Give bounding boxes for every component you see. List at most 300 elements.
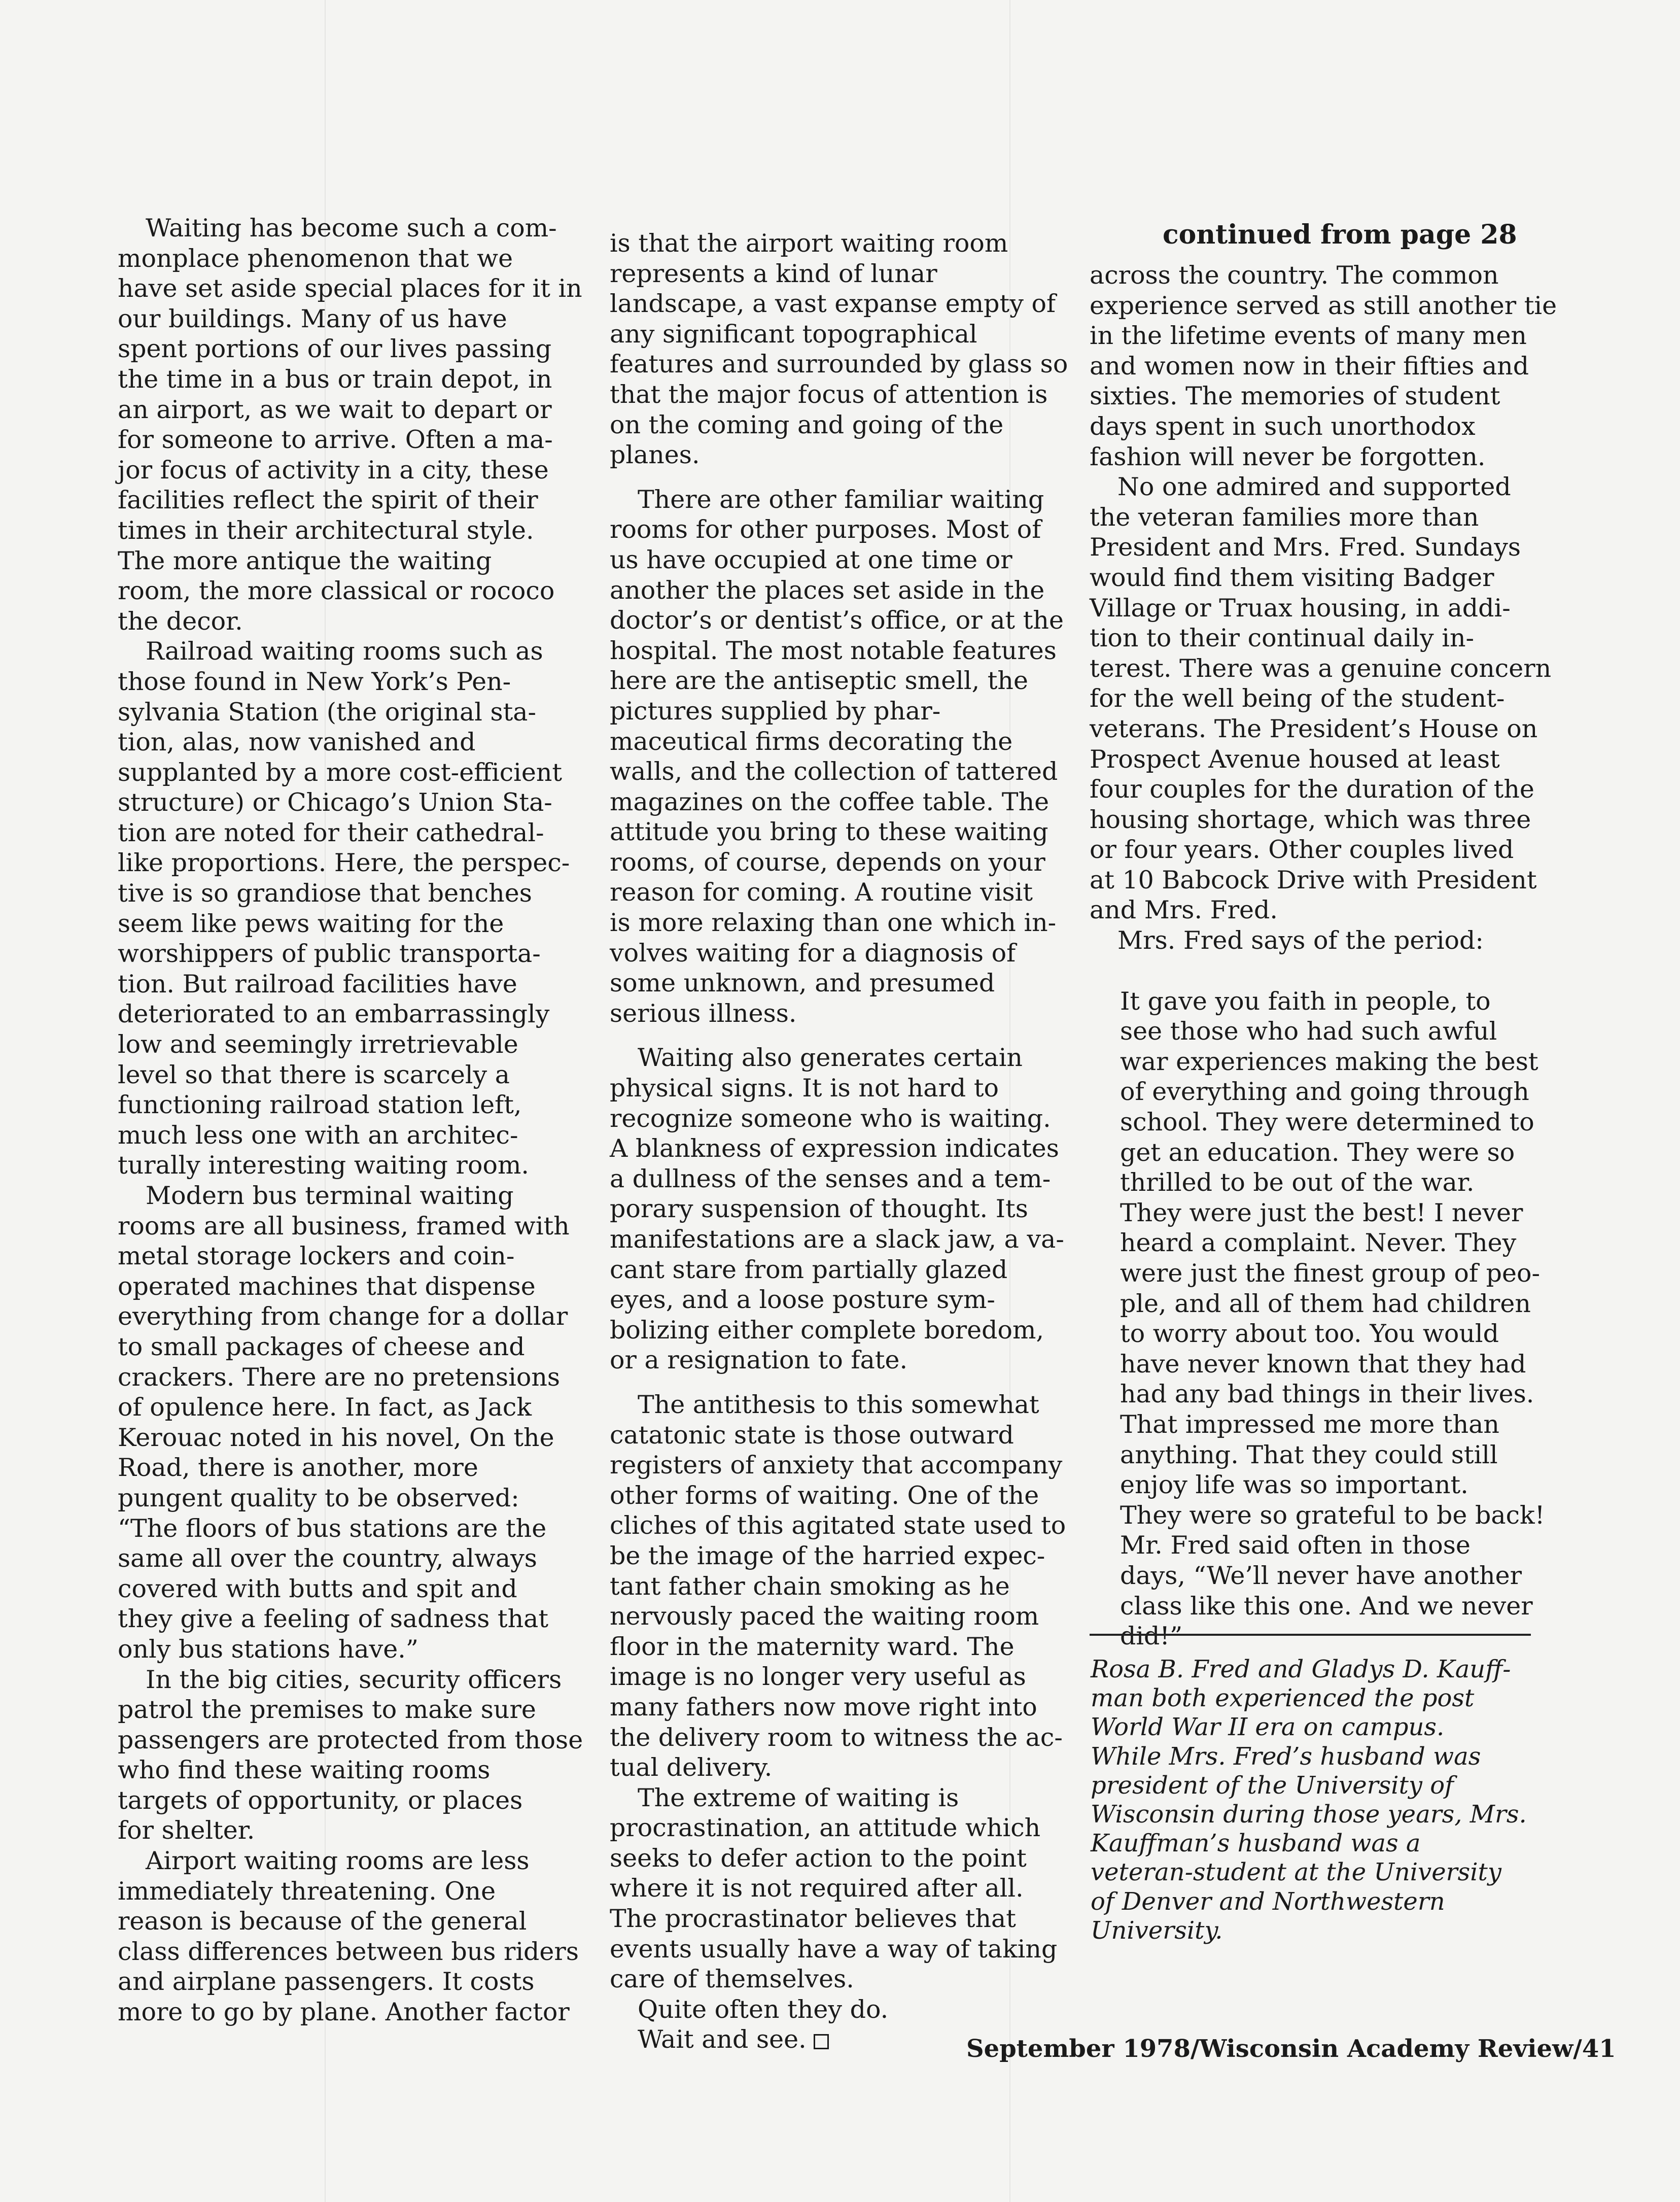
text-line bbox=[1090, 683, 1526, 714]
line-text: days spent in such unorthodox bbox=[1090, 411, 1476, 441]
text-line bbox=[610, 666, 1046, 696]
line-text: class like this one. And we never bbox=[1120, 1591, 1533, 1621]
line-text: supplanted by a more cost-efficient bbox=[118, 758, 563, 787]
text-line bbox=[1090, 442, 1526, 472]
quote-line bbox=[1090, 1561, 1526, 1591]
text-line bbox=[118, 485, 554, 515]
text-line bbox=[610, 575, 1046, 606]
text-line bbox=[118, 787, 554, 818]
text-line bbox=[610, 1723, 1063, 1753]
quote-line bbox=[1090, 1047, 1538, 1077]
text-line bbox=[610, 756, 1058, 787]
line-text: and women now in their fifties and bbox=[1090, 351, 1529, 381]
line-text: While Mrs. Fred’s husband was bbox=[1091, 1742, 1481, 1771]
line-text: they give a feeling of sadness that bbox=[118, 1604, 549, 1634]
text-line bbox=[118, 1997, 570, 2027]
text-line bbox=[118, 334, 554, 364]
line-text: seeks to defer action to the point bbox=[610, 1843, 1027, 1873]
text-line bbox=[118, 304, 554, 334]
line-text: man both experienced the post bbox=[1091, 1684, 1475, 1713]
line-text: Quite often they do. bbox=[638, 1994, 889, 2024]
line-text: pictures supplied by phar- bbox=[610, 696, 941, 726]
text-line bbox=[1090, 321, 1526, 351]
bio-line bbox=[1091, 1858, 1532, 1887]
line-text: sixties. The memories of student bbox=[1090, 382, 1500, 411]
text-line bbox=[118, 1271, 554, 1302]
quote-line bbox=[1090, 1228, 1526, 1258]
line-text: image is no longer very useful as bbox=[610, 1662, 1026, 1692]
text-line bbox=[118, 1543, 554, 1574]
line-text: Road, there is another, more bbox=[118, 1453, 478, 1483]
text-line bbox=[1090, 744, 1526, 775]
text-line bbox=[118, 1453, 554, 1483]
text-line bbox=[610, 1601, 1046, 1632]
text-line bbox=[610, 1224, 1064, 1255]
text-line bbox=[610, 1934, 1058, 1965]
text-line bbox=[610, 847, 1046, 878]
line-text: an airport, as we wait to depart or bbox=[118, 395, 552, 424]
quote-line bbox=[1090, 1016, 1526, 1047]
text-line bbox=[118, 1574, 554, 1604]
line-text: President and Mrs. Fred. Sundays bbox=[1090, 533, 1521, 562]
text-line bbox=[118, 1392, 554, 1423]
line-text: and Mrs. Fred. bbox=[1090, 896, 1278, 925]
bio-line bbox=[1091, 1713, 1532, 1742]
line-text: bolizing either complete boredom, bbox=[610, 1315, 1044, 1345]
text-line bbox=[118, 969, 554, 1000]
line-text: deteriorated to an embarrassingly bbox=[118, 1000, 550, 1029]
text-line bbox=[1090, 714, 1538, 744]
line-text: a dullness of the senses and a tem- bbox=[610, 1164, 1051, 1193]
text-line bbox=[1090, 653, 1552, 684]
line-text: of everything and going through bbox=[1120, 1077, 1529, 1107]
bio-line bbox=[1091, 1800, 1532, 1829]
line-text: times in their architectural style. bbox=[118, 515, 534, 545]
text-line bbox=[118, 1423, 554, 1453]
line-text: the decor. bbox=[118, 606, 243, 636]
line-text: Modern bus terminal waiting bbox=[146, 1181, 514, 1210]
text-line bbox=[118, 576, 554, 606]
quote-line bbox=[1090, 1258, 1540, 1289]
line-text: Kauffman’s husband was a bbox=[1091, 1829, 1421, 1858]
line-text: the delivery room to witness the ac- bbox=[610, 1723, 1063, 1752]
text-line bbox=[118, 758, 563, 788]
line-text: rooms for other purposes. Most of bbox=[610, 515, 1041, 544]
text-line bbox=[610, 1194, 1046, 1224]
line-text: targets of opportunity, or places bbox=[118, 1785, 523, 1815]
line-text: who find these waiting rooms bbox=[118, 1756, 491, 1785]
line-text: experience served as still another tie bbox=[1090, 291, 1557, 320]
quote-line bbox=[1090, 1409, 1526, 1440]
text-line bbox=[118, 999, 554, 1029]
line-text: level so that there is scarcely a bbox=[118, 1060, 510, 1089]
line-text: registers of anxiety that accompany bbox=[610, 1451, 1063, 1480]
line-text: the time in a bus or train depot, in bbox=[118, 364, 552, 394]
text-line bbox=[118, 1906, 554, 1937]
text-line bbox=[610, 1994, 1046, 2025]
text-line bbox=[610, 1541, 1046, 1571]
text-line bbox=[610, 1043, 1046, 1073]
text-line bbox=[118, 1967, 554, 1997]
line-text: patrol the premises to make sure bbox=[118, 1695, 536, 1725]
text-line bbox=[118, 909, 554, 939]
author-bio bbox=[1091, 1655, 1532, 1945]
text-line bbox=[610, 1164, 1051, 1194]
line-text: procrastination, an attitude which bbox=[610, 1813, 1041, 1843]
line-text: other forms of waiting. One of the bbox=[610, 1481, 1039, 1510]
text-line bbox=[118, 606, 554, 637]
bio-line bbox=[1091, 1829, 1532, 1858]
text-line bbox=[610, 908, 1057, 938]
line-text: sylvania Station (the original sta- bbox=[118, 697, 537, 727]
text-line bbox=[610, 1450, 1063, 1481]
line-text: Village or Truax housing, in addi- bbox=[1090, 593, 1511, 623]
text-line bbox=[610, 999, 1046, 1029]
line-text: It gave you faith in people, to bbox=[1120, 986, 1491, 1016]
line-text: Wait and see. bbox=[638, 2025, 807, 2054]
text-line bbox=[118, 1634, 554, 1665]
text-line bbox=[610, 1843, 1046, 1874]
line-text: physical signs. It is not hard to bbox=[610, 1074, 999, 1103]
line-text: for the well being of the student- bbox=[1090, 684, 1505, 713]
line-text: metal storage lockers and coin- bbox=[118, 1242, 515, 1271]
text-line bbox=[610, 259, 1046, 289]
line-text: tion to their continual daily in- bbox=[1090, 624, 1475, 653]
line-text: nervously paced the waiting room bbox=[610, 1602, 1039, 1631]
line-text: They were so grateful to be back! bbox=[1120, 1500, 1545, 1530]
line-text: operated machines that dispense bbox=[118, 1271, 536, 1301]
text-line bbox=[610, 605, 1064, 636]
line-text: heard a complaint. Never. They bbox=[1120, 1228, 1517, 1258]
text-line bbox=[610, 727, 1046, 757]
line-text: The antithesis to this somewhat bbox=[638, 1390, 1039, 1419]
text-line bbox=[1090, 351, 1529, 382]
text-line bbox=[610, 877, 1046, 908]
line-text: is that the airport waiting room bbox=[610, 229, 1008, 258]
line-text: in the lifetime events of many men bbox=[1090, 321, 1527, 351]
quote-line bbox=[1090, 1107, 1534, 1138]
line-text: reason is because of the general bbox=[118, 1907, 527, 1936]
text-line bbox=[118, 1815, 554, 1846]
text-line bbox=[610, 485, 1046, 515]
text-line bbox=[1090, 563, 1526, 593]
line-text: would find them visiting Badger bbox=[1090, 563, 1494, 592]
line-text: Rosa B. Fred and Gladys D. Kauff- bbox=[1091, 1655, 1511, 1683]
text-line bbox=[1090, 623, 1526, 653]
text-line bbox=[118, 1120, 554, 1151]
text-line bbox=[118, 1029, 554, 1060]
line-text: In the big cities, security officers bbox=[146, 1665, 562, 1694]
quote-line bbox=[1090, 1319, 1526, 1349]
text-line bbox=[610, 938, 1046, 969]
line-text: be the image of the harried expec- bbox=[610, 1541, 1045, 1570]
page-footer: September 1978/Wisconsin Academy Review/41 bbox=[966, 2035, 1616, 2063]
line-text: recognize someone who is waiting. bbox=[610, 1104, 1051, 1133]
line-text: The procrastinator believes that bbox=[610, 1904, 1016, 1934]
text-line bbox=[1090, 835, 1526, 865]
text-line bbox=[610, 514, 1046, 545]
text-line bbox=[118, 1604, 554, 1634]
line-text: or four years. Other couples lived bbox=[1090, 835, 1514, 865]
line-text: volves waiting for a diagnosis of bbox=[610, 938, 1016, 968]
line-text: anything. That they could still bbox=[1120, 1440, 1498, 1469]
text-line bbox=[118, 667, 554, 697]
text-line bbox=[610, 380, 1046, 410]
text-line bbox=[1090, 291, 1557, 321]
line-text: for someone to arrive. Often a ma- bbox=[118, 425, 553, 455]
line-text: University. bbox=[1091, 1916, 1223, 1945]
text-line bbox=[118, 455, 554, 486]
line-text: A blankness of expression indicates bbox=[610, 1134, 1059, 1163]
line-text: landscape, a vast expanse empty of bbox=[610, 289, 1056, 319]
line-text: those found in New York’s Pen- bbox=[118, 667, 511, 696]
line-text: maceutical firms decorating the bbox=[610, 727, 1013, 756]
line-text: to small packages of cheese and bbox=[118, 1332, 525, 1361]
text-line bbox=[118, 878, 554, 909]
text-line bbox=[118, 1725, 583, 1756]
text-line bbox=[1090, 260, 1526, 291]
text-line bbox=[118, 515, 554, 546]
text-line bbox=[610, 410, 1046, 440]
line-text: veteran-student at the University bbox=[1091, 1858, 1501, 1887]
line-text: low and seemingly irretrievable bbox=[118, 1030, 518, 1059]
text-line bbox=[118, 1483, 554, 1513]
line-text: same all over the country, always bbox=[118, 1544, 537, 1573]
line-text: everything from change for a dollar bbox=[118, 1302, 568, 1331]
line-text: magazines on the coffee table. The bbox=[610, 787, 1049, 816]
quote-line bbox=[1090, 1289, 1531, 1319]
line-text: veterans. The President’s House on bbox=[1090, 714, 1538, 743]
line-text: porary suspension of thought. Its bbox=[610, 1194, 1028, 1224]
text-line bbox=[118, 395, 554, 425]
line-text: care of themselves. bbox=[610, 1965, 854, 1994]
line-text: The more antique the waiting bbox=[118, 546, 492, 575]
text-line bbox=[610, 1073, 1046, 1104]
line-text: The extreme of waiting is bbox=[638, 1783, 959, 1812]
text-line bbox=[118, 1695, 554, 1725]
line-text: Waiting has become such a com- bbox=[146, 214, 557, 243]
line-text: reason for coming. A routine visit bbox=[610, 878, 1033, 907]
text-line bbox=[610, 1813, 1046, 1843]
line-text: did!” bbox=[1120, 1622, 1183, 1651]
block-quote bbox=[1090, 986, 1545, 1652]
line-text: days, “We’ll never have another bbox=[1120, 1561, 1522, 1590]
line-text: jor focus of activity in a city, these bbox=[118, 455, 549, 485]
quote-line bbox=[1090, 1440, 1526, 1470]
text-line bbox=[610, 636, 1057, 666]
quote-line bbox=[1090, 1138, 1526, 1168]
line-text: ple, and all of them had children bbox=[1120, 1289, 1531, 1318]
line-text: That impressed me more than bbox=[1120, 1409, 1499, 1439]
line-text: cant stare from partially glazed bbox=[610, 1255, 1008, 1284]
text-line bbox=[118, 1937, 579, 1967]
line-text: for shelter. bbox=[118, 1816, 255, 1845]
line-text: thrilled to be out of the war. bbox=[1120, 1168, 1475, 1197]
line-text: fashion will never be forgotten. bbox=[1090, 442, 1486, 471]
quote-line bbox=[1090, 1500, 1545, 1531]
text-line bbox=[1090, 925, 1526, 956]
text-line bbox=[118, 727, 554, 758]
line-text: on the coming and going of the bbox=[610, 410, 1004, 439]
text-line bbox=[118, 1150, 554, 1181]
text-line bbox=[118, 1513, 554, 1544]
text-line bbox=[610, 1783, 1046, 1813]
text-line bbox=[118, 546, 554, 576]
line-text: rooms are all business, framed with bbox=[118, 1211, 570, 1241]
line-text: events usually have a way of taking bbox=[610, 1934, 1058, 1964]
line-text: Wisconsin during those years, Mrs. bbox=[1091, 1800, 1527, 1829]
quote-line bbox=[1090, 1198, 1526, 1228]
line-text: spent portions of our lives passing bbox=[118, 334, 552, 364]
line-text: worshippers of public transporta- bbox=[118, 939, 541, 969]
line-text: turally interesting waiting room. bbox=[118, 1151, 529, 1180]
text-line bbox=[1090, 532, 1526, 563]
line-text: Prospect Avenue housed at least bbox=[1090, 744, 1500, 774]
line-text: World War II era on campus. bbox=[1091, 1713, 1445, 1742]
line-text: crackers. There are no pretensions bbox=[118, 1362, 561, 1392]
quote-line bbox=[1090, 1379, 1534, 1409]
line-text: had any bad things in their lives. bbox=[1120, 1380, 1534, 1409]
text-line bbox=[610, 440, 1046, 470]
line-text: have set aside special places for it in bbox=[118, 274, 582, 303]
text-line bbox=[1090, 472, 1526, 502]
text-line bbox=[118, 425, 554, 455]
quote-line bbox=[1090, 1591, 1533, 1622]
line-text: cliches of this agitated state used to bbox=[610, 1511, 1066, 1540]
text-line bbox=[118, 1211, 570, 1242]
text-line bbox=[118, 697, 554, 728]
line-text: terest. There was a genuine concern bbox=[1090, 653, 1552, 683]
text-line bbox=[118, 1060, 554, 1090]
line-text: us have occupied at one time or bbox=[610, 545, 1012, 574]
text-line bbox=[1090, 593, 1526, 624]
quote-line bbox=[1090, 1470, 1526, 1500]
text-line bbox=[118, 1362, 561, 1393]
line-text: at 10 Babcock Drive with President bbox=[1090, 865, 1537, 894]
line-text: tant father chain smoking as he bbox=[610, 1571, 1010, 1601]
text-line bbox=[610, 1904, 1046, 1934]
text-line bbox=[610, 1632, 1046, 1662]
text-line bbox=[118, 1755, 554, 1785]
line-text: seem like pews waiting for the bbox=[118, 909, 504, 938]
line-text: another the places set aside in the bbox=[610, 575, 1045, 605]
paragraph-gap bbox=[610, 1028, 1046, 1043]
end-mark-icon bbox=[814, 2034, 829, 2049]
text-line bbox=[118, 939, 554, 969]
line-text: where it is not required after all. bbox=[610, 1874, 1024, 1903]
bio-line bbox=[1091, 1887, 1532, 1916]
bio-divider bbox=[1090, 1634, 1531, 1636]
line-text: see those who had such awful bbox=[1120, 1017, 1497, 1046]
line-text: our buildings. Many of us have bbox=[118, 304, 507, 333]
line-text: some unknown, and presumed bbox=[610, 969, 995, 998]
quote-spacer bbox=[1090, 956, 1526, 986]
line-text: much less one with an architec- bbox=[118, 1120, 518, 1150]
text-line bbox=[610, 228, 1046, 259]
bio-line bbox=[1091, 1655, 1532, 1684]
quote-line bbox=[1090, 1621, 1526, 1652]
text-line bbox=[610, 319, 1046, 350]
paragraph-gap bbox=[610, 470, 1046, 485]
line-text: attitude you bring to these waiting bbox=[610, 817, 1048, 847]
text-line bbox=[118, 818, 554, 848]
line-text: more to go by plane. Another factor bbox=[118, 1998, 570, 2027]
line-text: any significant topographical bbox=[610, 319, 977, 349]
line-text: school. They were determined to bbox=[1120, 1108, 1534, 1137]
line-text: room, the more classical or rococo bbox=[118, 576, 555, 606]
text-line bbox=[610, 1662, 1046, 1692]
text-line bbox=[610, 1104, 1051, 1134]
text-line bbox=[1090, 411, 1526, 442]
text-line bbox=[1090, 502, 1526, 533]
text-line bbox=[610, 1255, 1046, 1285]
quote-line bbox=[1090, 986, 1526, 1017]
line-text: have never known that they had bbox=[1120, 1349, 1526, 1379]
line-text: structure) or Chicago’s Union Sta- bbox=[118, 788, 552, 817]
line-text: war experiences making the best bbox=[1120, 1047, 1538, 1076]
text-line bbox=[118, 1332, 554, 1362]
text-line bbox=[118, 213, 557, 244]
line-text: tive is so grandiose that benches bbox=[118, 879, 532, 908]
line-text: doctor’s or dentist’s office, or at the bbox=[610, 606, 1064, 635]
line-text: eyes, and a loose posture sym- bbox=[610, 1285, 995, 1315]
text-line bbox=[1090, 774, 1534, 805]
text-line bbox=[610, 1481, 1046, 1511]
line-text: many fathers now move right into bbox=[610, 1692, 1037, 1722]
bio-line bbox=[1091, 1742, 1532, 1771]
line-text: hospital. The most notable features bbox=[610, 636, 1057, 665]
line-text: covered with butts and spit and bbox=[118, 1574, 517, 1603]
line-text: class differences between bus riders bbox=[118, 1937, 579, 1966]
text-line bbox=[118, 848, 570, 878]
line-text: passengers are protected from those bbox=[118, 1725, 583, 1754]
text-line bbox=[610, 1420, 1046, 1451]
line-text: across the country. The common bbox=[1090, 261, 1499, 290]
text-line bbox=[610, 1133, 1059, 1164]
line-text: Railroad waiting rooms such as bbox=[146, 637, 543, 666]
text-line bbox=[610, 787, 1049, 817]
quote-line bbox=[1090, 1077, 1529, 1107]
text-line bbox=[610, 1873, 1046, 1904]
line-text: that the major focus of attention is bbox=[610, 380, 1048, 409]
line-text: manifestations are a slack jaw, a va- bbox=[610, 1225, 1064, 1254]
text-line bbox=[610, 1390, 1046, 1420]
line-text: serious illness. bbox=[610, 999, 797, 1028]
line-text: of Denver and Northwestern bbox=[1091, 1887, 1445, 1916]
text-line bbox=[610, 1345, 1046, 1375]
line-text: the veteran families more than bbox=[1090, 502, 1479, 532]
text-line bbox=[610, 1692, 1046, 1723]
line-text: “The floors of bus stations are the bbox=[118, 1513, 547, 1543]
line-text: president of the University of bbox=[1091, 1771, 1454, 1800]
text-line bbox=[1090, 865, 1537, 896]
line-text: enjoy life was so important. bbox=[1120, 1470, 1468, 1500]
line-text: tion, alas, now vanished and bbox=[118, 728, 476, 757]
text-line bbox=[610, 1285, 1046, 1315]
article-column-2 bbox=[610, 228, 1068, 2055]
line-text: Kerouac noted in his novel, On the bbox=[118, 1423, 554, 1452]
line-text: is more relaxing than one which in- bbox=[610, 908, 1057, 938]
text-line bbox=[610, 289, 1056, 319]
line-text: or a resignation to fate. bbox=[610, 1346, 908, 1375]
text-line bbox=[1090, 805, 1531, 835]
text-line bbox=[610, 817, 1046, 847]
line-text: of opulence here. In fact, as Jack bbox=[118, 1393, 532, 1422]
text-line bbox=[610, 1964, 1046, 1994]
line-text: only bus stations have.” bbox=[118, 1634, 418, 1664]
continued-from-label: continued from page 28 bbox=[1163, 219, 1517, 250]
text-line bbox=[118, 1785, 554, 1816]
